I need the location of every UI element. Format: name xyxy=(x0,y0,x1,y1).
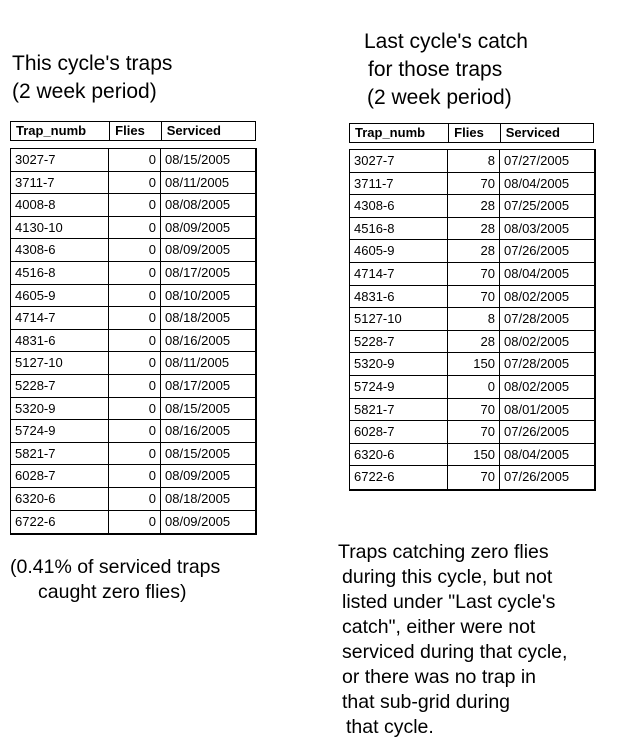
right-note-line: Traps catching zero flies xyxy=(338,541,549,563)
cell-trap: 5127-10 xyxy=(11,352,109,374)
left-table xyxy=(10,121,256,529)
right-note-line: during this cycle, but not xyxy=(342,566,553,588)
cell-trap: 6028-7 xyxy=(11,465,109,487)
cell-flies: 70 xyxy=(448,286,500,308)
cell-trap: 5320-9 xyxy=(11,398,109,420)
left-note xyxy=(10,555,220,605)
cell-flies: 70 xyxy=(448,173,500,195)
cell-serviced: 08/16/2005 xyxy=(165,423,231,439)
table-row xyxy=(11,398,255,421)
cell-serviced: 08/17/2005 xyxy=(165,377,231,393)
table-row xyxy=(350,195,594,218)
table-row xyxy=(350,444,594,467)
cell-trap: 3027-7 xyxy=(11,149,109,171)
cell-flies: 0 xyxy=(448,376,500,398)
cell-serviced: 08/04/2005 xyxy=(504,265,570,281)
cell-serviced: 07/26/2005 xyxy=(504,424,570,440)
right-note-line: or there was no trap in xyxy=(342,666,537,688)
cell-flies: 0 xyxy=(109,398,161,420)
left-title-line: This cycle's traps xyxy=(12,52,173,75)
cell-serviced: 07/28/2005 xyxy=(504,356,570,372)
cell-trap: 4130-10 xyxy=(11,217,109,239)
cell-trap: 5320-9 xyxy=(350,353,448,375)
cell-flies: 70 xyxy=(448,263,500,285)
cell-flies: 0 xyxy=(109,443,161,465)
cell-serviced: 08/18/2005 xyxy=(165,490,231,506)
column-header-flies: Flies xyxy=(449,124,501,142)
cell-serviced: 08/15/2005 xyxy=(165,445,231,461)
table-row xyxy=(11,217,255,240)
table-row xyxy=(350,353,594,376)
cell-serviced: 08/04/2005 xyxy=(504,175,570,191)
cell-trap: 6028-7 xyxy=(350,421,448,443)
right-table-body xyxy=(349,149,596,491)
table-row xyxy=(11,149,255,172)
column-header-flies: Flies xyxy=(110,122,162,140)
table-row xyxy=(11,194,255,217)
cell-serviced: 08/03/2005 xyxy=(504,220,570,236)
cell-flies: 0 xyxy=(109,285,161,307)
right-note-line: that cycle. xyxy=(346,716,434,738)
cell-flies: 0 xyxy=(109,465,161,487)
cell-serviced: 08/17/2005 xyxy=(165,264,231,280)
cell-trap: 6722-6 xyxy=(350,466,448,489)
cell-trap: 4714-7 xyxy=(11,307,109,329)
left-title-line: (2 week period) xyxy=(12,80,157,103)
right-note-line: serviced during that cycle, xyxy=(342,641,568,663)
right-note xyxy=(338,540,567,740)
table-row xyxy=(11,488,255,511)
table-row xyxy=(350,421,594,444)
table-row xyxy=(11,375,255,398)
cell-trap: 5228-7 xyxy=(11,375,109,397)
cell-trap: 4516-8 xyxy=(11,262,109,284)
cell-trap: 3711-7 xyxy=(350,173,448,195)
cell-serviced: 08/09/2005 xyxy=(165,468,231,484)
cell-flies: 70 xyxy=(448,399,500,421)
cell-trap: 6722-6 xyxy=(11,511,109,534)
cell-flies: 0 xyxy=(109,239,161,261)
table-row xyxy=(11,352,255,375)
cell-flies: 150 xyxy=(448,353,500,375)
column-header-trap: Trap_numb xyxy=(11,122,110,140)
cell-flies: 28 xyxy=(448,331,500,353)
table-row xyxy=(11,172,255,195)
table-row xyxy=(350,308,594,331)
right-title-line: Last cycle's catch xyxy=(364,30,528,53)
cell-flies: 70 xyxy=(448,421,500,443)
table-row xyxy=(350,218,594,241)
cell-serviced: 07/26/2005 xyxy=(504,469,570,485)
cell-trap: 5821-7 xyxy=(11,443,109,465)
cell-flies: 8 xyxy=(448,308,500,330)
right-note-line: listed under "Last cycle's xyxy=(342,591,556,613)
cell-serviced: 07/28/2005 xyxy=(504,311,570,327)
cell-serviced: 08/10/2005 xyxy=(165,287,231,303)
table-row xyxy=(350,286,594,309)
cell-trap: 5724-9 xyxy=(350,376,448,398)
right-note-line: that sub-grid during xyxy=(342,691,511,713)
cell-flies: 0 xyxy=(109,307,161,329)
right-table-header xyxy=(349,123,594,143)
cell-serviced: 08/09/2005 xyxy=(165,219,231,235)
cell-flies: 0 xyxy=(109,172,161,194)
left-table-body xyxy=(10,148,257,535)
cell-flies: 150 xyxy=(448,444,500,466)
cell-trap: 4714-7 xyxy=(350,263,448,285)
cell-flies: 28 xyxy=(448,240,500,262)
cell-flies: 28 xyxy=(448,195,500,217)
cell-serviced: 08/11/2005 xyxy=(165,174,230,190)
cell-trap: 4008-8 xyxy=(11,194,109,216)
cell-trap: 5724-9 xyxy=(11,420,109,442)
cell-trap: 5127-10 xyxy=(350,308,448,330)
right-title-line: for those traps xyxy=(368,58,503,81)
column-header-trap: Trap_numb xyxy=(350,124,449,142)
table-row xyxy=(11,239,255,262)
cell-serviced: 08/01/2005 xyxy=(504,401,570,417)
cell-serviced: 08/02/2005 xyxy=(504,288,570,304)
cell-serviced: 08/09/2005 xyxy=(165,242,231,258)
cell-trap: 4831-6 xyxy=(350,286,448,308)
column-header-serviced: Serviced xyxy=(166,123,221,138)
left-title xyxy=(12,50,172,106)
table-row xyxy=(11,511,255,534)
table-row xyxy=(350,240,594,263)
right-table xyxy=(349,123,594,485)
cell-serviced: 08/02/2005 xyxy=(504,378,570,394)
cell-trap: 6320-6 xyxy=(11,488,109,510)
right-note-line: catch", either were not xyxy=(342,616,536,638)
cell-flies: 0 xyxy=(109,420,161,442)
cell-trap: 3711-7 xyxy=(11,172,109,194)
cell-flies: 0 xyxy=(109,194,161,216)
cell-trap: 4605-9 xyxy=(350,240,448,262)
cell-trap: 4308-6 xyxy=(350,195,448,217)
cell-flies: 0 xyxy=(109,352,161,374)
left-note-line: caught zero flies) xyxy=(38,581,187,603)
cell-flies: 0 xyxy=(109,375,161,397)
cell-serviced: 07/25/2005 xyxy=(504,198,570,214)
cell-flies: 0 xyxy=(109,262,161,284)
table-row xyxy=(350,466,594,489)
table-row xyxy=(350,399,594,422)
cell-trap: 4308-6 xyxy=(11,239,109,261)
table-row xyxy=(350,376,594,399)
cell-serviced: 08/15/2005 xyxy=(165,152,231,167)
cell-serviced: 08/11/2005 xyxy=(165,355,230,371)
cell-trap: 4605-9 xyxy=(11,285,109,307)
cell-serviced: 08/08/2005 xyxy=(165,197,231,213)
cell-serviced: 08/02/2005 xyxy=(504,333,570,349)
table-row xyxy=(350,263,594,286)
cell-trap: 6320-6 xyxy=(350,444,448,466)
cell-serviced: 08/09/2005 xyxy=(165,513,231,529)
cell-flies: 8 xyxy=(448,150,500,172)
cell-serviced: 07/27/2005 xyxy=(504,153,570,168)
cell-serviced: 08/04/2005 xyxy=(504,446,570,462)
cell-flies: 0 xyxy=(109,511,161,534)
cell-trap: 5228-7 xyxy=(350,331,448,353)
left-table-header xyxy=(10,121,256,141)
column-header-serviced: Serviced xyxy=(505,125,560,140)
table-row xyxy=(350,150,594,173)
cell-serviced: 08/15/2005 xyxy=(165,400,231,416)
cell-flies: 0 xyxy=(109,488,161,510)
cell-trap: 4831-6 xyxy=(11,330,109,352)
table-row xyxy=(11,465,255,488)
right-title-line: (2 week period) xyxy=(367,86,512,109)
table-row xyxy=(11,443,255,466)
cell-serviced: 07/26/2005 xyxy=(504,243,570,259)
table-row xyxy=(350,331,594,354)
right-title xyxy=(364,28,528,112)
cell-trap: 4516-8 xyxy=(350,218,448,240)
cell-flies: 28 xyxy=(448,218,500,240)
cell-trap: 3027-7 xyxy=(350,150,448,172)
table-row xyxy=(11,262,255,285)
table-row xyxy=(11,330,255,353)
table-row xyxy=(350,173,594,196)
cell-flies: 0 xyxy=(109,330,161,352)
cell-serviced: 08/16/2005 xyxy=(165,332,231,348)
table-row xyxy=(11,307,255,330)
left-note-line: (0.41% of serviced traps xyxy=(10,556,221,578)
table-row xyxy=(11,285,255,308)
table-row xyxy=(11,420,255,443)
cell-flies: 0 xyxy=(109,217,161,239)
cell-flies: 0 xyxy=(109,149,161,171)
cell-trap: 5821-7 xyxy=(350,399,448,421)
cell-serviced: 08/18/2005 xyxy=(165,310,231,326)
cell-flies: 70 xyxy=(448,466,500,489)
